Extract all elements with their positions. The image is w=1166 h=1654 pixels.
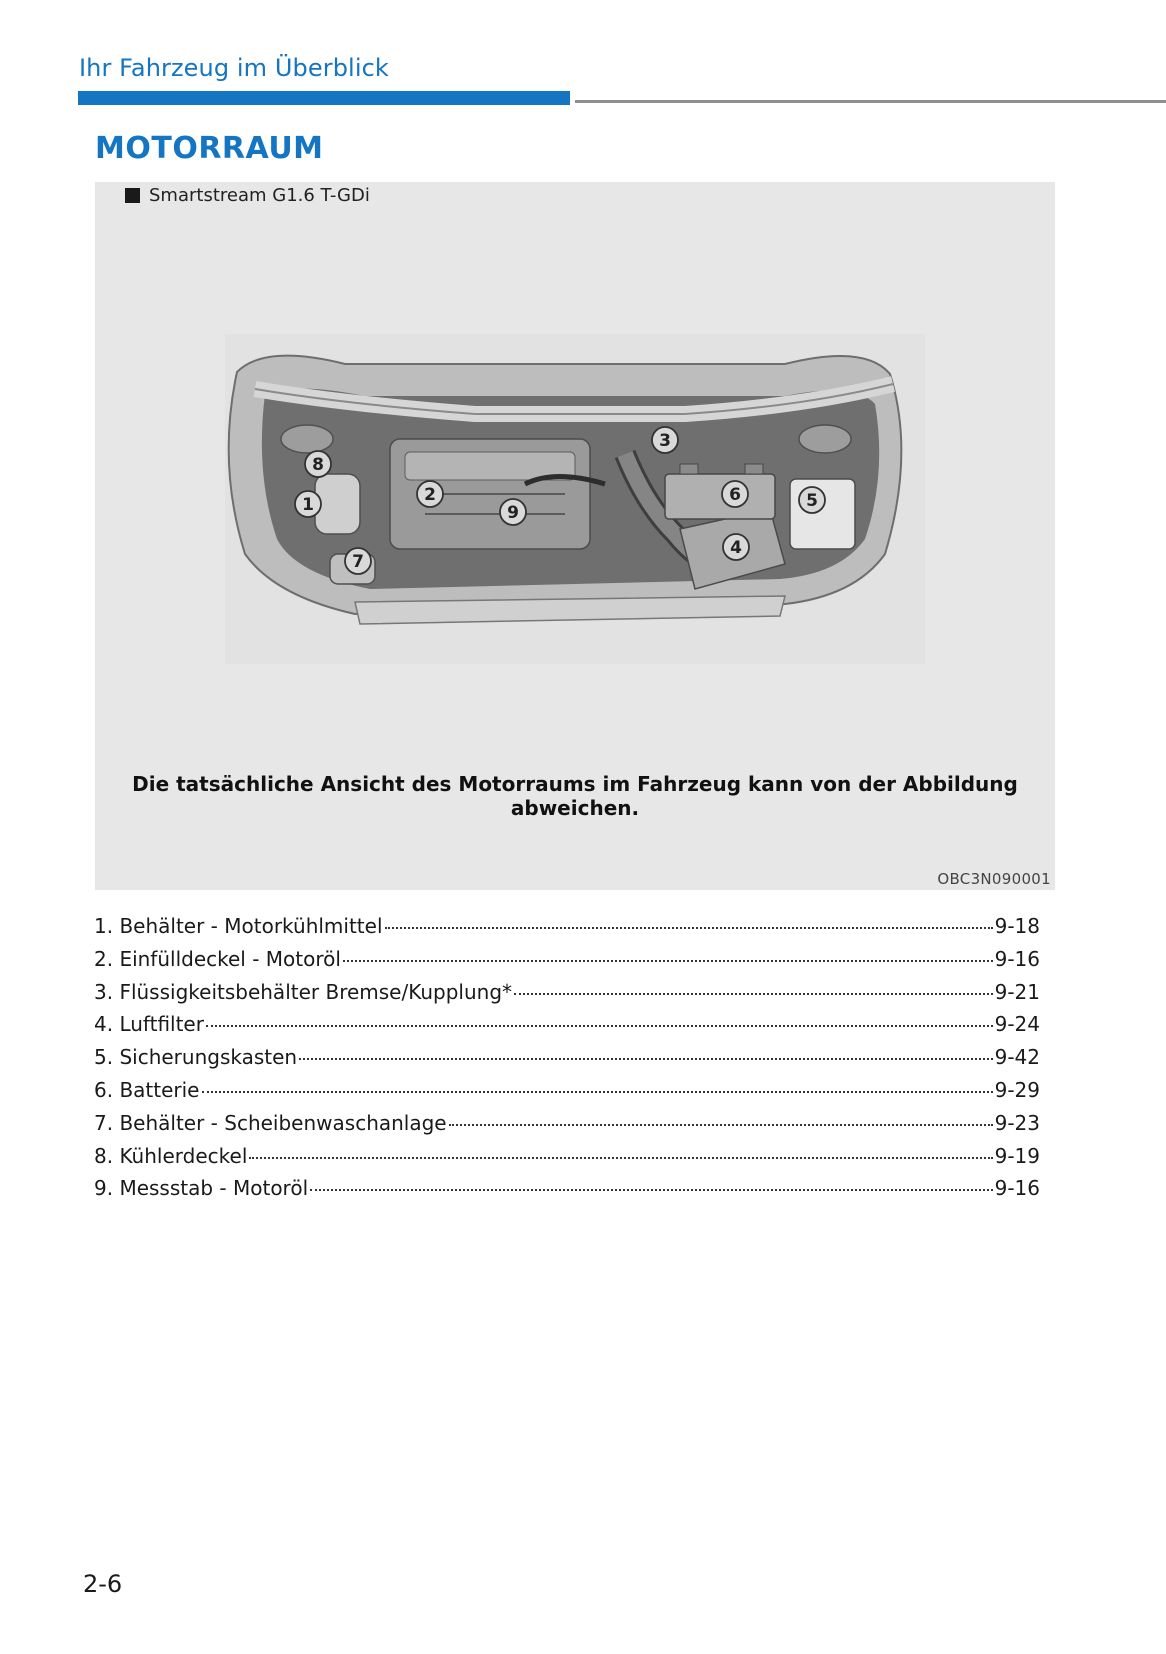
section-title: MOTORRAUM <box>95 131 324 166</box>
engine-bay-illustration <box>225 334 925 664</box>
list-item-label: 1. Behälter - Motorkühlmittel <box>94 914 383 938</box>
header-rule-grey <box>575 100 1166 103</box>
list-item-page: 9-24 <box>994 1012 1040 1037</box>
list-item-page: 9-18 <box>994 914 1040 938</box>
list-item <box>94 1176 1040 1209</box>
list-item <box>94 1111 1040 1144</box>
header-rule-accent <box>78 91 570 105</box>
leader-dots <box>202 1091 993 1093</box>
list-item <box>94 1078 1040 1111</box>
leader-dots <box>249 1157 992 1159</box>
leader-dots <box>343 960 993 962</box>
list-item-label: 4. Luftfilter <box>94 1012 204 1037</box>
list-item-page: 9-16 <box>994 946 1040 971</box>
list-item <box>94 1144 1040 1177</box>
callout-1 <box>295 491 321 517</box>
list-item-page: 9-19 <box>994 1143 1040 1168</box>
list-item-label: 2. Einfülldeckel - Motoröl <box>94 946 341 971</box>
svg-text:4: 4 <box>730 538 742 558</box>
callout-5 <box>799 487 825 513</box>
svg-text:5: 5 <box>806 491 818 511</box>
list-item-page: 9-42 <box>994 1045 1040 1070</box>
figure-code: OBC3N090001 <box>937 870 1051 888</box>
leader-dots <box>299 1058 993 1060</box>
svg-text:3: 3 <box>659 431 671 451</box>
list-item-label: 9. Messstab - Motoröl <box>94 1176 309 1201</box>
list-item-page: 9-21 <box>994 979 1040 1004</box>
leader-dots <box>385 927 993 929</box>
list-item-page: 9-29 <box>994 1077 1040 1102</box>
list-item-label: 6. Batterie <box>94 1077 200 1102</box>
callout-2 <box>417 481 443 507</box>
callout-4 <box>723 534 749 560</box>
svg-text:7: 7 <box>352 552 364 572</box>
figure-caption: Die tatsächliche Ansicht des Motorraums im Fahrzeug kann von der Abbildung abweichen. <box>132 772 1018 820</box>
list-item-label: 5. Sicherungskasten <box>94 1045 298 1070</box>
component-reference-list <box>94 914 1040 1209</box>
list-item-page: 9-16 <box>994 1176 1040 1201</box>
square-bullet-icon <box>125 188 140 203</box>
list-item <box>94 947 1040 980</box>
svg-text:2: 2 <box>424 485 436 505</box>
list-item-page: 9-23 <box>994 1110 1040 1135</box>
callout-6 <box>722 481 748 507</box>
list-item-label: 3. Flüssigkeitsbehälter Bremse/Kupplung* <box>94 979 513 1004</box>
leader-dots <box>206 1025 993 1027</box>
list-item <box>94 1045 1040 1078</box>
svg-text:9: 9 <box>507 503 519 523</box>
callout-8 <box>305 451 331 477</box>
list-item-label: 7. Behälter - Scheibenwaschanlage <box>94 1110 447 1135</box>
leader-dots <box>310 1189 992 1191</box>
svg-text:8: 8 <box>312 455 324 475</box>
engine-variant-label <box>125 185 370 206</box>
list-item-label: 8. Kühlerdeckel <box>94 1143 248 1168</box>
leader-dots <box>449 1124 993 1126</box>
list-item <box>94 914 1040 947</box>
page-number: 2-6 <box>83 1570 123 1598</box>
leader-dots <box>514 993 993 995</box>
callout-9 <box>500 499 526 525</box>
engine-variant-text: Smartstream G1.6 T-GDi <box>149 185 370 206</box>
engine-bay-figure <box>95 182 1055 890</box>
list-item <box>94 980 1040 1013</box>
svg-text:1: 1 <box>302 495 314 515</box>
chapter-header-title: Ihr Fahrzeug im Überblick <box>79 54 389 82</box>
svg-text:6: 6 <box>729 485 741 505</box>
callout-7 <box>345 548 371 574</box>
callout-3 <box>652 427 678 453</box>
list-item <box>94 1012 1040 1045</box>
